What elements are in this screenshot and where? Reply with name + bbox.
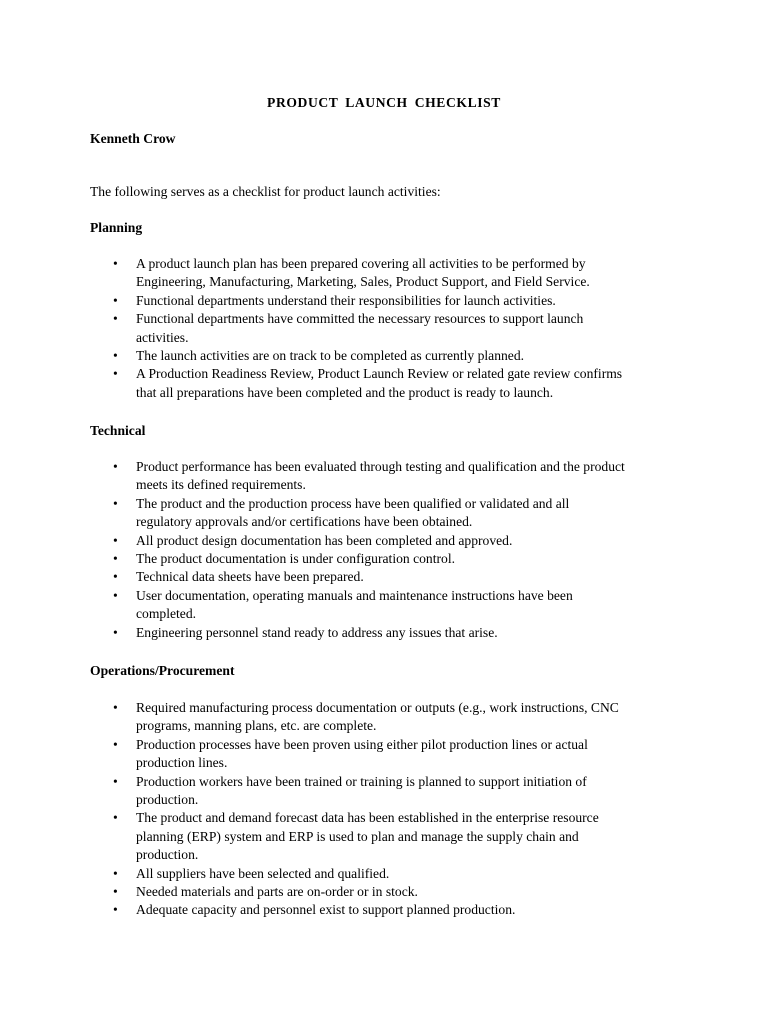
bullet-icon: • (113, 495, 118, 511)
list-item (90, 532, 690, 550)
bullet-icon: • (113, 569, 118, 585)
operations-procurement-list (90, 699, 690, 920)
bullet-icon: • (113, 902, 118, 918)
list-item-line: production. (136, 847, 199, 863)
bullet-icon: • (113, 311, 118, 327)
list-item (90, 901, 690, 919)
list-item-line: meets its defined requirements. (136, 477, 306, 493)
technical-list (90, 458, 690, 642)
list-item (90, 736, 690, 773)
list-item (90, 568, 690, 586)
list-item (90, 458, 690, 495)
list-item (90, 365, 690, 402)
bullet-icon: • (113, 865, 118, 881)
section-heading-operations-procurement: Operations/Procurement (90, 663, 235, 678)
list-item-line: Needed materials and parts are on-order or in stock. (136, 884, 418, 900)
bullet-icon: • (113, 587, 118, 603)
list-item-line: Production processes have been proven using either pilot production lines or actual (136, 736, 588, 752)
list-item-line: programs, manning plans, etc. are complete. (136, 718, 377, 734)
planning-list (90, 255, 690, 402)
list-item-line: completed. (136, 606, 197, 622)
list-item-line: Production workers have been trained or training is planned to support initiation of (136, 773, 587, 789)
bullet-icon: • (113, 366, 118, 382)
section-heading-technical: Technical (90, 423, 146, 438)
bullet-icon: • (113, 624, 118, 640)
list-item-line: The product and demand forecast data has been established in the enterprise resource (136, 810, 599, 826)
list-item-line: regulatory approvals and/or certifications have been obtained. (136, 514, 473, 530)
list-item-line: Adequate capacity and personnel exist to support planned production. (136, 902, 516, 918)
list-item-line: The launch activities are on track to be completed as currently planned. (136, 348, 525, 364)
list-item (90, 550, 690, 568)
list-item (90, 587, 690, 624)
bullet-icon: • (113, 884, 118, 900)
list-item-line: Product performance has been evaluated through testing and qualification and the product (136, 459, 625, 474)
bullet-icon: • (113, 256, 118, 271)
bullet-icon: • (113, 700, 118, 715)
list-item-line: production. (136, 792, 199, 808)
list-item (90, 883, 690, 901)
list-item (90, 292, 690, 310)
list-item (90, 347, 690, 365)
bullet-icon: • (113, 773, 118, 789)
list-item (90, 773, 690, 810)
bullet-icon: • (113, 810, 118, 826)
list-item-line: production lines. (136, 755, 228, 771)
bullet-icon: • (113, 736, 118, 752)
bullet-icon: • (113, 532, 118, 548)
list-item-line: Functional departments understand their responsibilities for launch activities. (136, 292, 556, 308)
list-item (90, 624, 690, 642)
list-item-line: All suppliers have been selected and qualified. (136, 865, 390, 881)
list-item-line: Engineering, Manufacturing, Marketing, Sales, Product Support, and Field Service. (136, 274, 590, 290)
bullet-icon: • (113, 292, 118, 308)
bullet-icon: • (113, 551, 118, 567)
list-item-line: User documentation, operating manuals and maintenance instructions have been (136, 587, 573, 603)
list-item-line: The product documentation is under configuration control. (136, 551, 455, 567)
list-item-line: The product and the production process have been qualified or validated and all (136, 495, 570, 511)
list-item-line: A product launch plan has been prepared covering all activities to be performed by (136, 256, 586, 271)
list-item (90, 255, 690, 292)
bullet-icon: • (113, 348, 118, 364)
list-item (90, 310, 690, 347)
section-heading-planning: Planning (90, 220, 143, 235)
document-title: PRODUCT LAUNCH CHECKLIST (267, 95, 501, 110)
bullet-icon: • (113, 459, 118, 474)
intro-paragraph: The following serves as a checklist for product launch activities: (90, 184, 441, 199)
list-item (90, 809, 690, 864)
list-item-line: Engineering personnel stand ready to address any issues that arise. (136, 624, 498, 640)
list-item-line: that all preparations have been completed and the product is ready to launch. (136, 384, 554, 400)
list-item-line: planning (ERP) system and ERP is used to plan and manage the supply chain and (136, 828, 579, 844)
author-name: Kenneth Crow (90, 131, 176, 146)
list-item-line: Required manufacturing process documentation or outputs (e.g., work instructions, CNC (136, 700, 619, 715)
list-item-line: activities. (136, 329, 189, 345)
list-item-line: Functional departments have committed the necessary resources to support launch (136, 311, 584, 327)
list-item-line: All product design documentation has been completed and approved. (136, 532, 513, 548)
list-item (90, 699, 690, 736)
list-item-line: Technical data sheets have been prepared. (136, 569, 364, 585)
list-item (90, 865, 690, 883)
list-item-line: A Production Readiness Review, Product Launch Review or related gate review confirms (136, 366, 623, 382)
list-item (90, 495, 690, 532)
